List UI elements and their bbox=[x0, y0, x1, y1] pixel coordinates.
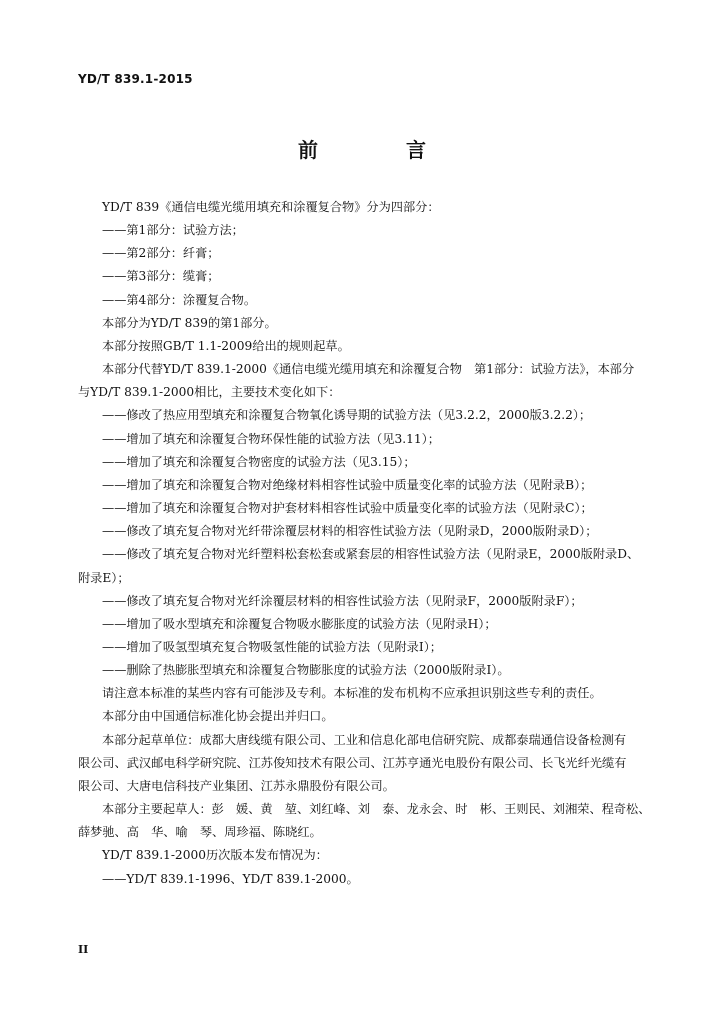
text-line: 本部分为YD/T 839的第1部分。 bbox=[102, 315, 277, 330]
text-line: ——增加了吸氢型填充复合物吸氢性能的试验方法（见附录I）； bbox=[102, 639, 442, 654]
text-line: 本部分由中国通信标准化协会提出并归口。 bbox=[102, 709, 334, 724]
text-line: 本部分按照GB/T 1.1-2009给出的规则起草。 bbox=[102, 338, 350, 353]
text-line: ——修改了填充复合物对光纤塑料松套松套或紧套层的相容性试验方法（见附录E，2000版附录D、 bbox=[102, 547, 640, 562]
text-line: ——第2部分：纤膏； bbox=[102, 246, 220, 261]
text-line: ——增加了吸水型填充和涂覆复合物吸水膨胀度的试验方法（见附录H）； bbox=[102, 616, 497, 631]
text-line: 薛梦驰、高 华、喻 琴、周珍福、陈晓红。 bbox=[78, 825, 322, 840]
text-line: ——第4部分：涂覆复合物。 bbox=[102, 292, 257, 307]
text-line: ——修改了热应用型填充和涂覆复合物氧化诱导期的试验方法（见3.2.2，2000版3.2.2）； bbox=[102, 408, 592, 423]
text-line: ——YD/T 839.1-1996、YD/T 839.1-2000。 bbox=[102, 871, 359, 886]
text-line: 附录E）； bbox=[78, 570, 130, 585]
text-line: ——增加了填充和涂覆复合物对护套材料相容性试验中质量变化率的试验方法（见附录C）； bbox=[102, 501, 593, 516]
text-line: 本部分起草单位：成都大唐线缆有限公司、工业和信息化部电信研究院、成都泰瑞通信设备检测有 bbox=[102, 732, 627, 747]
body-text bbox=[78, 196, 652, 891]
text-line: 限公司、大唐电信科技产业集团、江苏永鼎股份有限公司。 bbox=[78, 778, 395, 793]
text-line: ——修改了填充复合物对光纤涂覆层材料的相容性试验方法（见附录F，2000版附录F）； bbox=[102, 593, 583, 608]
text-line: ——第3部分：缆膏； bbox=[102, 269, 220, 284]
text-line: 请注意本标准的某些内容有可能涉及专利。本标准的发布机构不应承担识别这些专利的责任。 bbox=[102, 686, 602, 701]
standard-code: YD/T 839.1-2015 bbox=[78, 72, 193, 86]
text-line: 限公司、武汉邮电科学研究院、江苏俊知技术有限公司、江苏亨通光电股份有限公司、长飞光纤光缆有 bbox=[78, 755, 627, 770]
text-line: ——增加了填充和涂覆复合物对绝缘材料相容性试验中质量变化率的试验方法（见附录B）； bbox=[102, 477, 593, 492]
text-line: ——增加了填充和涂覆复合物环保性能的试验方法（见3.11）； bbox=[102, 431, 440, 446]
text-line: YD/T 839.1-2000历次版本发布情况为： bbox=[102, 848, 328, 863]
page-number: II bbox=[78, 943, 89, 956]
text-line: 本部分主要起草人：彭 媛、黄 堃、刘红峰、刘 泰、龙永会、时 彬、王则民、刘湘荣、程奇松、 bbox=[102, 802, 651, 817]
text-line: YD/T 839《通信电缆光缆用填充和涂覆复合物》分为四部分： bbox=[102, 200, 440, 214]
text-line: 与YD/T 839.1-2000相比，主要技术变化如下： bbox=[78, 385, 341, 400]
text-line: ——增加了填充和涂覆复合物密度的试验方法（见3.15）； bbox=[102, 454, 416, 469]
text-line: ——删除了热膨胀型填充和涂覆复合物膨胀度的试验方法（2000版附录I）。 bbox=[102, 663, 510, 678]
text-line: 本部分代替YD/T 839.1-2000《通信电缆光缆用填充和涂覆复合物 第1部分：试验方法》，本部分 bbox=[102, 362, 635, 377]
page-title: 前 言 bbox=[298, 138, 460, 162]
text-line: ——修改了填充复合物对光纤带涂覆层材料的相容性试验方法（见附录D，2000版附录D）； bbox=[102, 524, 598, 539]
text-line: ——第1部分：试验方法； bbox=[102, 223, 244, 238]
